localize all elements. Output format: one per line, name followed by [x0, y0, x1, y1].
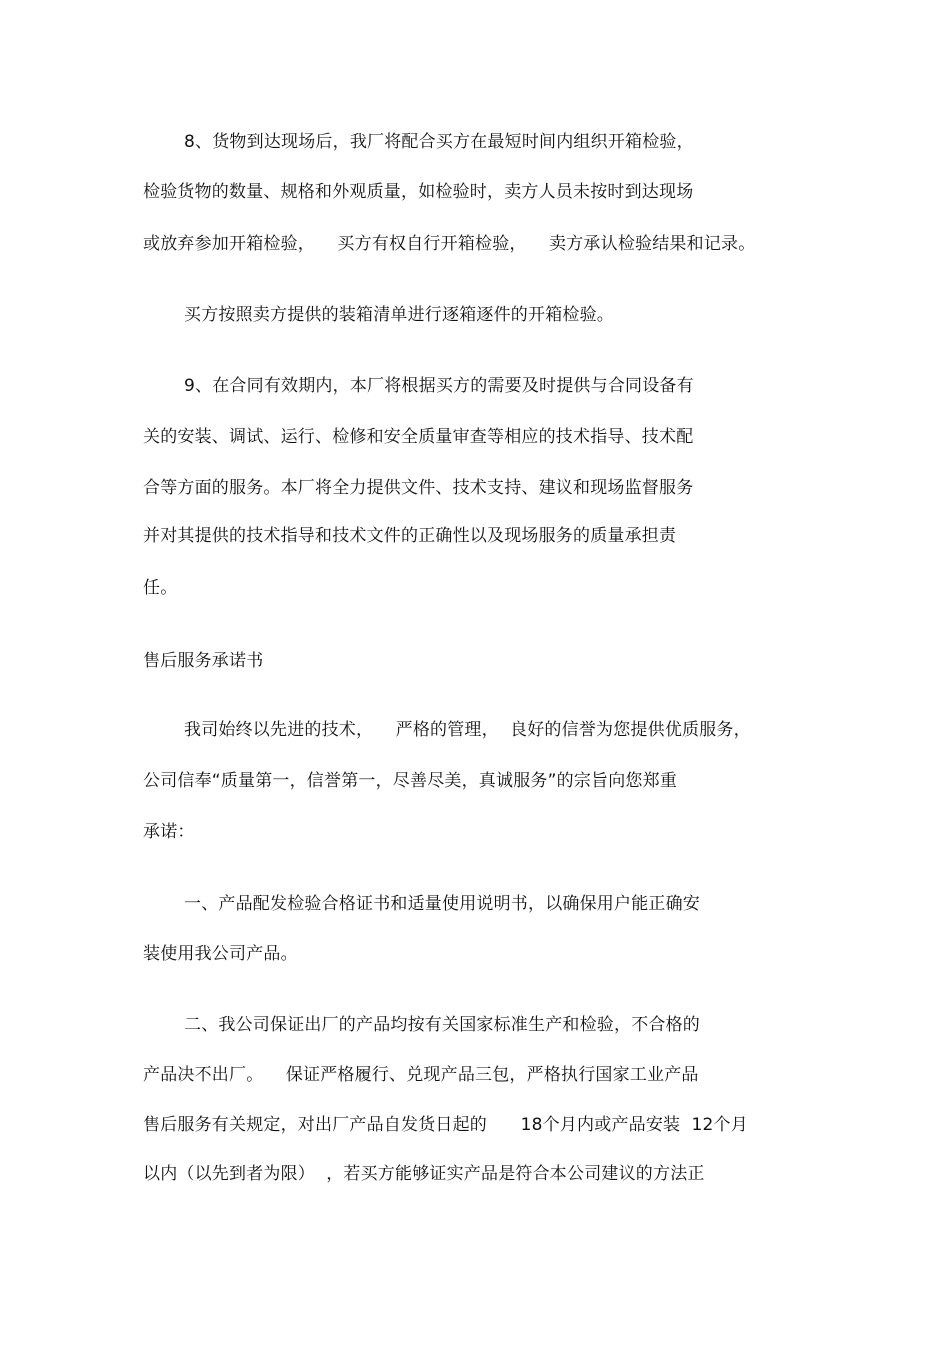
paragraph-8-line-1: 8、货物到达现场后，我厂将配合买方在最短时间内组织开箱检验， — [184, 132, 694, 152]
paragraph-9-line-2: 关的安装、调试、运行、检修和安全质量审查等相应的技术指导、技术配 — [143, 427, 694, 447]
commitment-intro-line-1: 我司始终以先进的技术， 严格的管理， 良好的信誉为您提供优质服务， — [184, 720, 751, 740]
paragraph-9-line-1: 9、在合同有效期内，本厂将根据买方的需要及时提供与合同设备有 — [184, 376, 694, 396]
paragraph-inspection-line-1: 买方按照卖方提供的装箱清单进行逐箱逐件的开箱检验。 — [184, 305, 614, 325]
commitment-2-line-3: 售后服务有关规定，对出厂产品自发货日起的 18个月内或产品安装 12个月 — [143, 1115, 748, 1135]
paragraph-8-line-3: 或放弃参加开箱检验， 买方有权自行开箱检验， 卖方承认检验结果和记录。 — [143, 234, 756, 254]
commitment-intro-line-3: 承诺： — [143, 822, 195, 842]
paragraph-9-line-4: 并对其提供的技术指导和技术文件的正确性以及现场服务的质量承担责 — [143, 526, 677, 546]
section-heading: 售后服务承诺书 — [143, 651, 264, 671]
commitment-2-line-4: 以内（以先到者为限） ，若买方能够证实产品是符合本公司建议的方法正 — [143, 1164, 705, 1184]
paragraph-8-line-2: 检验货物的数量、规格和外观质量，如检验时，卖方人员未按时到达现场 — [143, 182, 694, 202]
commitment-2-line-2: 产品决不出厂。 保证严格履行、兑现产品三包，严格执行国家工业产品 — [143, 1065, 699, 1085]
paragraph-9-line-3: 合等方面的服务。本厂将全力提供文件、技术支持、建议和现场监督服务 — [143, 478, 694, 498]
commitment-2-line-1: 二、我公司保证出厂的产品均按有关国家标准生产和检验，不合格的 — [184, 1015, 700, 1035]
commitment-1-line-2: 装使用我公司产品。 — [143, 944, 298, 964]
commitment-1-line-1: 一、产品配发检验合格证书和适量使用说明书，以确保用户能正确安 — [184, 894, 700, 914]
paragraph-9-line-5: 任。 — [143, 578, 178, 598]
commitment-intro-line-2: 公司信奉“质量第一，信誉第一，尽善尽美，真诚服务”的宗旨向您郑重 — [143, 771, 678, 791]
